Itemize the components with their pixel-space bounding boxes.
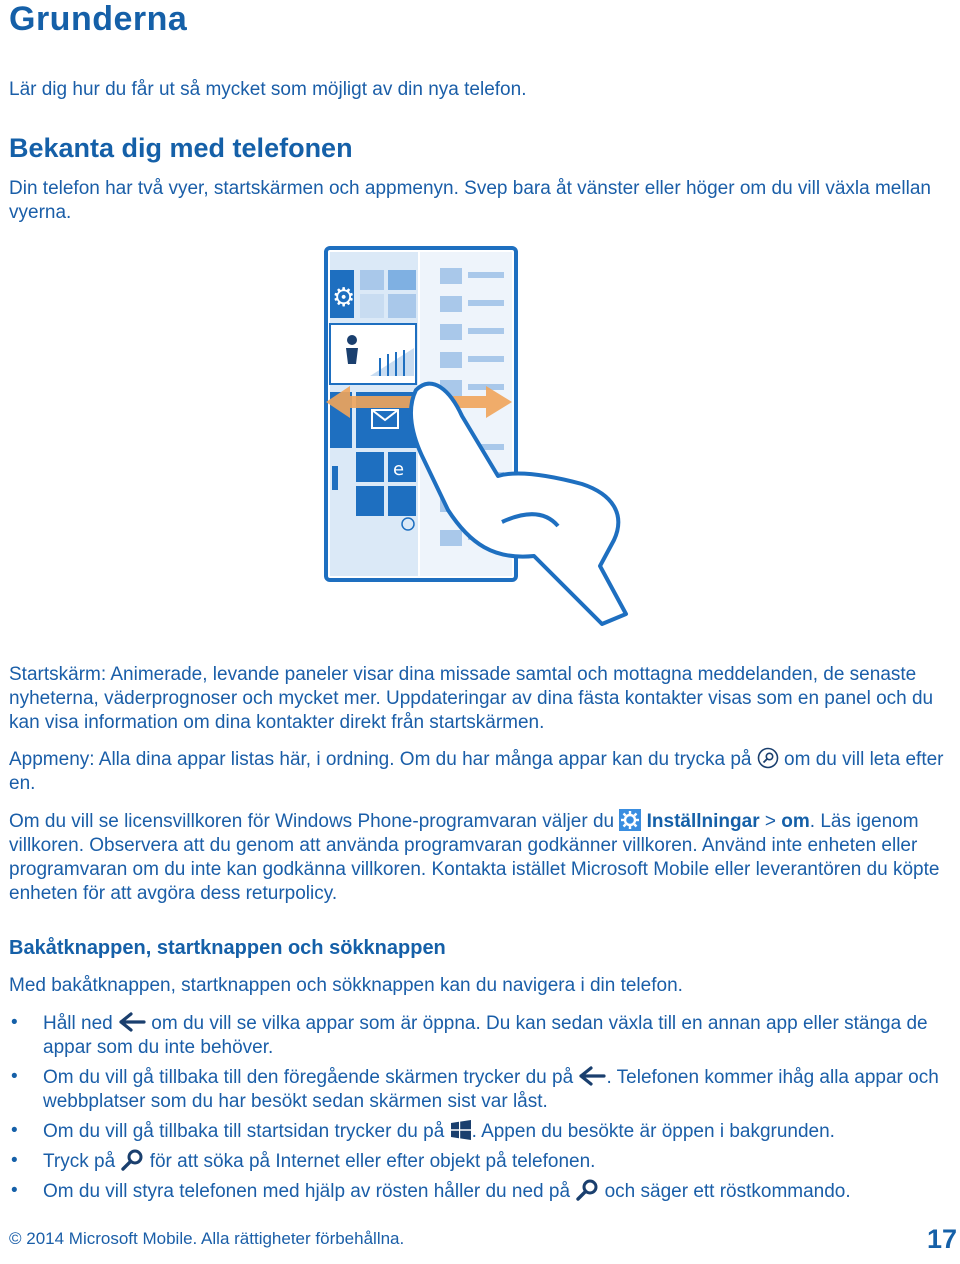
about-link[interactable]: om bbox=[781, 811, 810, 832]
search-icon bbox=[120, 1149, 144, 1171]
svg-text:e: e bbox=[393, 459, 405, 480]
list-item: • Tryck på för att söka på Internet eller efter objekt på telefonen. bbox=[11, 1150, 596, 1172]
section-heading-buttons: Bakåtknappen, startknappen och sökknappen bbox=[9, 937, 446, 959]
page-title: Grunderna bbox=[9, 0, 188, 38]
store-tile bbox=[388, 486, 416, 516]
list-item: • Om du vill styra telefonen med hjälp av rösten håller du ned på och säger ett röstkommando. bbox=[11, 1180, 851, 1202]
phone-call-tile bbox=[356, 486, 384, 516]
search-icon bbox=[575, 1179, 599, 1201]
appmenu-text-end: om du vill leta efter en. bbox=[9, 749, 944, 794]
list-item: • Om du vill gå tillbaka till startsidan trycker du på . Appen du besökte är öppen i bakgrunden. bbox=[11, 1120, 835, 1142]
back-arrow-icon bbox=[118, 1011, 146, 1033]
page-number: 17 bbox=[926, 1224, 957, 1254]
list-item: • Om du vill gå tillbaka till den föregående skärmen trycker du på . Telefonen kommer ihåg alla appar och webbplatser som du har besökt sedan skärmen sist var låst. bbox=[11, 1066, 939, 1112]
svg-text:⚙: ⚙ bbox=[332, 283, 356, 313]
section-heading-phone: Bekanta dig med telefonen bbox=[9, 133, 353, 163]
intro-paragraph: Lär dig hur du får ut så mycket som möjligt av din nya telefon. bbox=[9, 79, 527, 100]
phone-views-paragraph: Din telefon har två vyer, startskärmen och appmenyn. Svep bara åt vänster eller höger om du vill växla mellan vyerna. bbox=[9, 178, 931, 223]
appmenu-paragraph bbox=[9, 747, 957, 796]
windows-logo-icon bbox=[450, 1119, 472, 1141]
chat-tile bbox=[356, 452, 384, 482]
license-paragraph: Om du vill se licensvillkoren för Windows Phone-programvaran väljer du Inställningar > om. Läs igenom villkoren. Observera att du genom att använda programvaran godkänner villkoren. Använd inte enheten eller programvaran om du inte kan godkänna villkoren. Kontakta istället Microsoft Mobile eller leverantören du köpte enheten för att avgöra dess returpolicy. bbox=[9, 811, 940, 904]
appmenu-text: Appmeny: Alla dina appar listas här, i ordning. Om du har många appar kan du trycka på bbox=[9, 749, 752, 770]
phone-swipe-illustration bbox=[320, 240, 650, 640]
settings-gear-icon bbox=[619, 809, 641, 831]
buttons-intro-paragraph: Med bakåtknappen, startknappen och sökknappen kan du navigera i din telefon. bbox=[9, 975, 683, 996]
pointing-hand bbox=[411, 384, 626, 624]
back-arrow-icon bbox=[578, 1065, 606, 1087]
startscreen-paragraph: Startskärm: Animerade, levande paneler visar dina missade samtal och mottagna meddelanden, de senaste nyheterna, väderprognoser och mycket mer. Uppdateringar av dina fästa kontakter visas som en panel och du kan visa information om dina kontakter direkt från startskärmen. bbox=[9, 664, 934, 733]
list-item: • Håll ned om du vill se vilka appar som är öppna. Du kan sedan växla till en annan app eller stänga de appar som du inte behöver. bbox=[11, 1012, 928, 1058]
settings-link[interactable]: Inställningar bbox=[646, 811, 760, 832]
bullet-list bbox=[9, 1011, 957, 1204]
search-icon bbox=[757, 747, 779, 769]
copyright-footer: © 2014 Microsoft Mobile. Alla rättigheter förbehållna. bbox=[9, 1229, 405, 1248]
